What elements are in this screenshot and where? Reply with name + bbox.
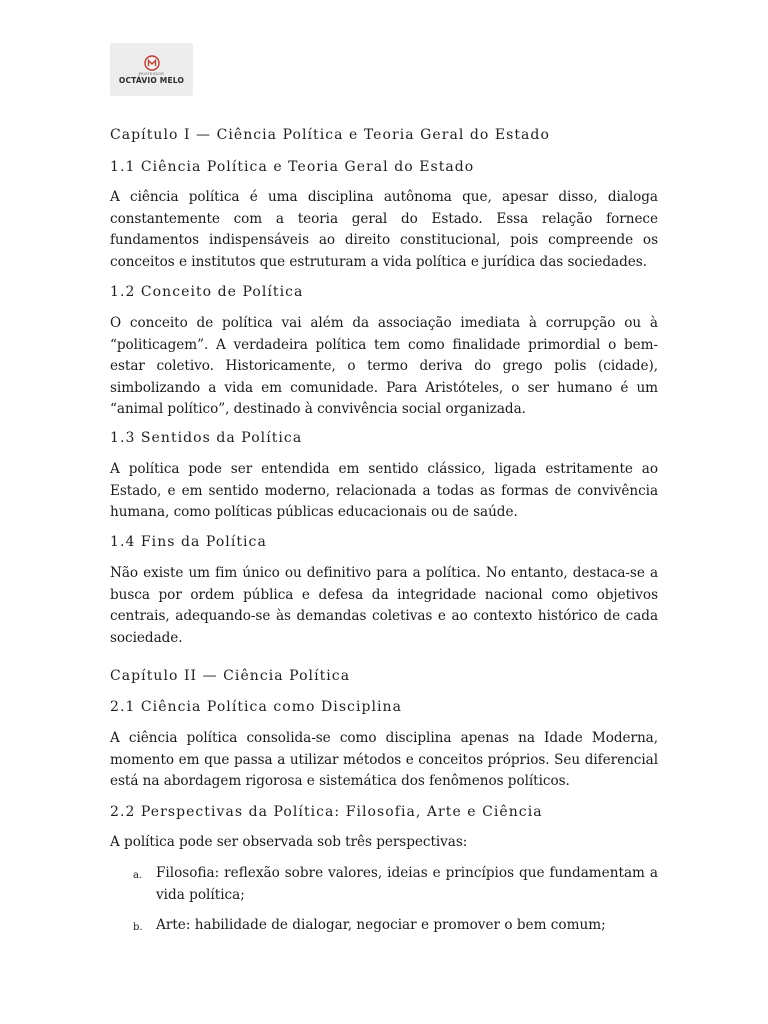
- list-item: [110, 915, 658, 937]
- section-1-1-text: A ciência política é uma disciplina autônoma que, apesar disso, dialoga constantemente com a teoria geral do Estado. Essa relação fornece fundamentos indispensáveis ao direito constitucional, pois compreende os conceitos e institutos que estruturam a vida política e jurídica das sociedades.: [110, 189, 658, 270]
- section-2-2-intro: A política pode ser observada sob três perspectivas:: [110, 834, 468, 850]
- section-2-1-text: A ciência política consolida-se como disciplina apenas na Idade Moderna, momento em que passa a utilizar métodos e conceitos próprios. Seu diferencial está na abordagem rigorosa e sistemática dos fenômenos políticos.: [110, 730, 658, 790]
- logo: [110, 43, 193, 96]
- chapter-1-title: Capítulo I — Ciência Política e Teoria Geral do Estado: [110, 127, 550, 143]
- list-item: [110, 863, 658, 906]
- chapter-2-title: Capítulo II — Ciência Política: [110, 668, 351, 684]
- logo-subtitle: PROFESSOR: [138, 71, 165, 76]
- section-2-2-heading: 2.2 Perspectivas da Política: Filosofia, Arte e Ciência: [110, 804, 543, 820]
- logo-name: OCTÁVIO MELO: [118, 76, 185, 85]
- section-1-3-heading: 1.3 Sentidos da Política: [110, 430, 303, 446]
- section-1-2-text: O conceito de política vai além da associação imediata à corrupção ou à “politicagem”. A verdadeira política tem como finalidade primordial o bem-estar coletivo. Historicamente, o termo deriva do grego polis (cidade), simbolizando a vida em comunidade. Para Aristóteles, o ser humano é um “animal político”, destinado à convivência social organizada.: [110, 315, 658, 418]
- list-item-text: Filosofia: reflexão sobre valores, ideias e princípios que fundamentam a vida política;: [156, 865, 658, 903]
- section-1-3-text: A política pode ser entendida em sentido clássico, ligada estritamente ao Estado, e em sentido moderno, relacionada a todas as formas de convivência humana, como políticas públicas educacionais ou de saúde.: [110, 461, 658, 521]
- list-marker: b.: [133, 922, 143, 933]
- section-1-2-heading: 1.2 Conceito de Política: [110, 284, 304, 300]
- section-1-4-heading: 1.4 Fins da Política: [110, 534, 267, 550]
- list-item-text: Arte: habilidade de dialogar, negociar e promover o bem comum;: [156, 917, 606, 933]
- section-1-1-heading: 1.1 Ciência Política e Teoria Geral do Estado: [110, 159, 475, 175]
- section-2-1-heading: 2.1 Ciência Política como Disciplina: [110, 699, 403, 715]
- logo-monogram-icon: [144, 55, 160, 71]
- section-1-4-text: Não existe um fim único ou definitivo para a política. No entanto, destaca-se a busca por ordem pública e defesa da integridade nacional como objetivos centrais, adequando-se às demandas coletivas e ao contexto histórico de cada sociedade.: [110, 565, 658, 646]
- list-marker: a.: [133, 870, 143, 881]
